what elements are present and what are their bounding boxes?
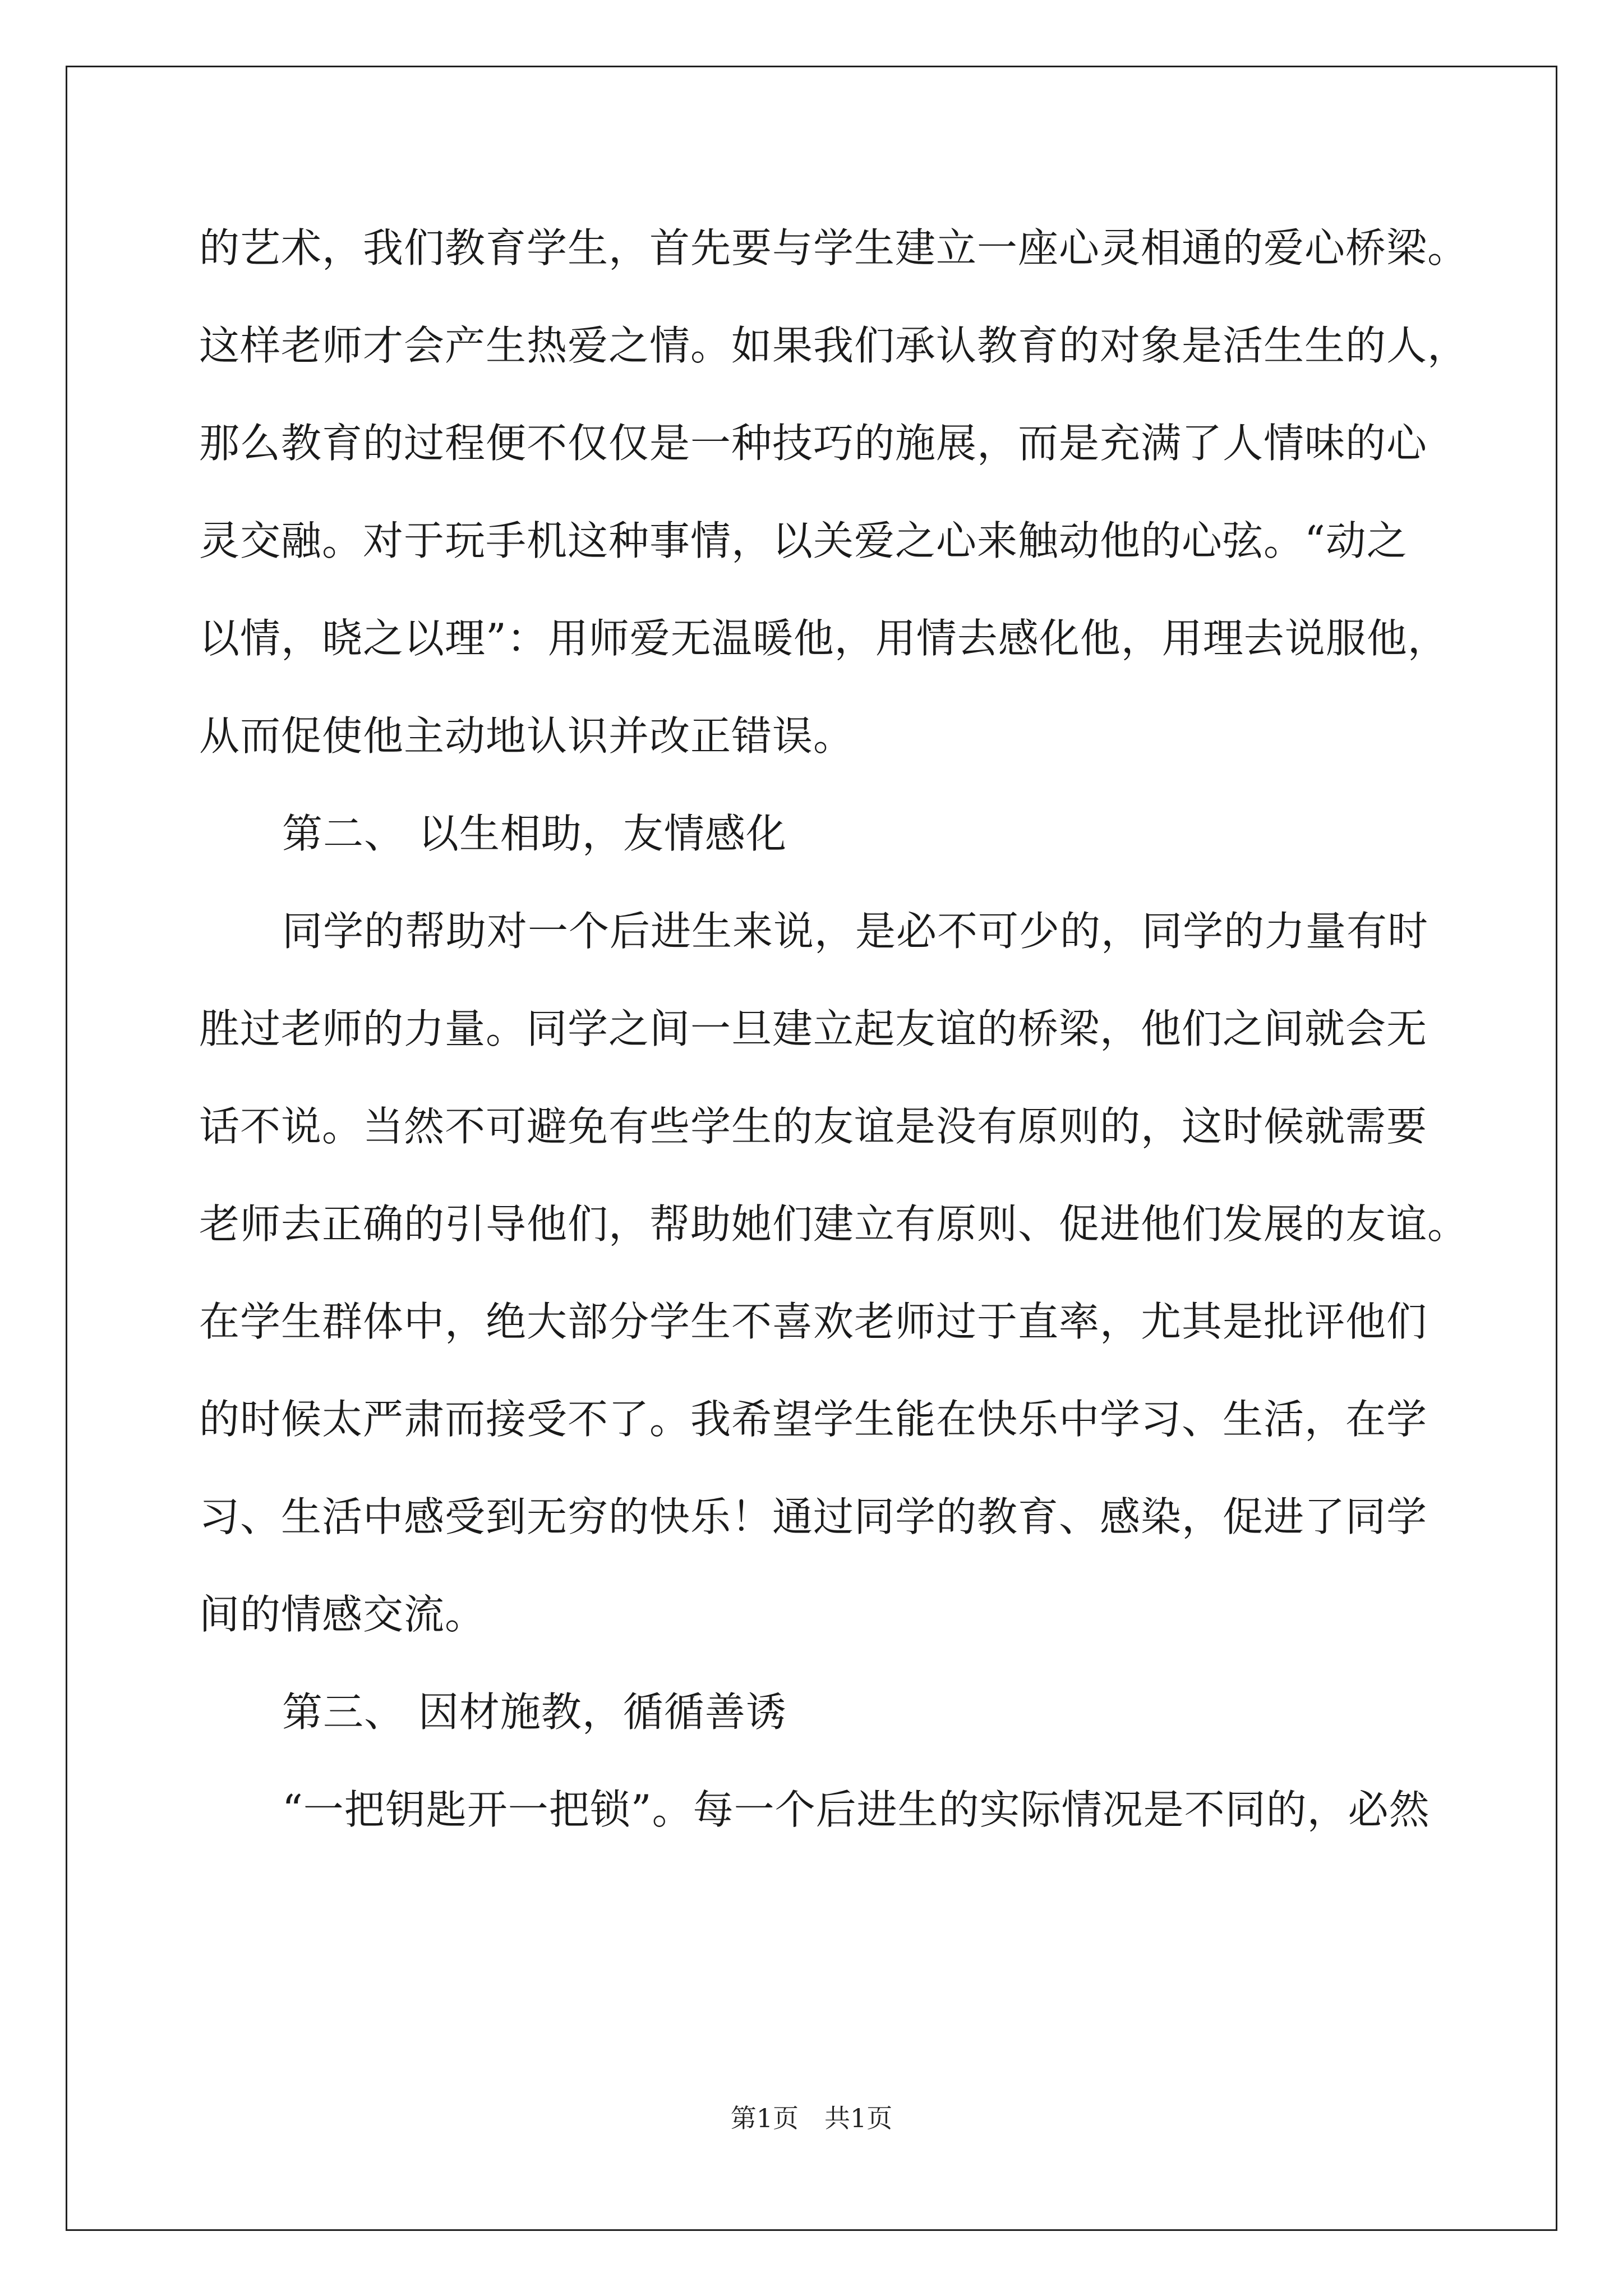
paragraph-line: 同学的帮助对一个后进生来说，是必不可少的，同学的力量有时 xyxy=(282,908,1429,955)
section-heading: 第三、 因材施教，循循善诱 xyxy=(282,1688,787,1736)
paragraph-line: 话不说。当然不可避免有些学生的友谊是没有原则的，这时候就需要 xyxy=(199,1103,1428,1150)
page-number: 第1页 xyxy=(730,2103,799,2133)
paragraph-line: 的艺术，我们教育学生，首先要与学生建立一座心灵相通的爱心桥梁。 xyxy=(199,224,1469,272)
paragraph-line: 胜过老师的力量。同学之间一旦建立起友谊的桥梁，他们之间就会无 xyxy=(199,1005,1428,1052)
paragraph-line: 这样老师才会产生热爱之情。如果我们承认教育的对象是活生生的人， xyxy=(199,322,1469,369)
paragraph-line: 那么教育的过程便不仅仅是一种技巧的施展，而是充满了人情味的心 xyxy=(199,420,1428,467)
paragraph-line: “一把钥匙开一把锁”。每一个后进生的实际情况是不同的，必然 xyxy=(282,1786,1430,1833)
paragraph-line: 灵交融。对于玩手机这种事情，以关爱之心来触动他的心弦。“动之 xyxy=(199,517,1408,564)
paragraph-line: 习、生活中感受到无穷的快乐！通过同学的教育、感染，促进了同学 xyxy=(199,1493,1428,1540)
paragraph-line: 的时候太严肃而接受不了。我希望学生能在快乐中学习、生活，在学 xyxy=(199,1396,1428,1443)
paragraph-line: 老师去正确的引导他们，帮助她们建立有原则、促进他们发展的友谊。 xyxy=(199,1200,1469,1248)
document-body xyxy=(199,199,1469,1858)
paragraph-line: 以情，晓之以理”：用师爱无温暖他，用情去感化他，用理去说服他， xyxy=(199,615,1449,662)
paragraph-line: 间的情感交流。 xyxy=(199,1591,486,1638)
page-footer xyxy=(0,2098,1623,2135)
paragraph-line: 在学生群体中，绝大部分学生不喜欢老师过于直率，尤其是批评他们 xyxy=(199,1298,1428,1345)
paragraph-line: 从而促使他主动地认识并改正错误。 xyxy=(199,712,855,760)
page-total: 共1页 xyxy=(824,2103,893,2133)
section-heading: 第二、 以生相助，友情感化 xyxy=(282,810,787,857)
